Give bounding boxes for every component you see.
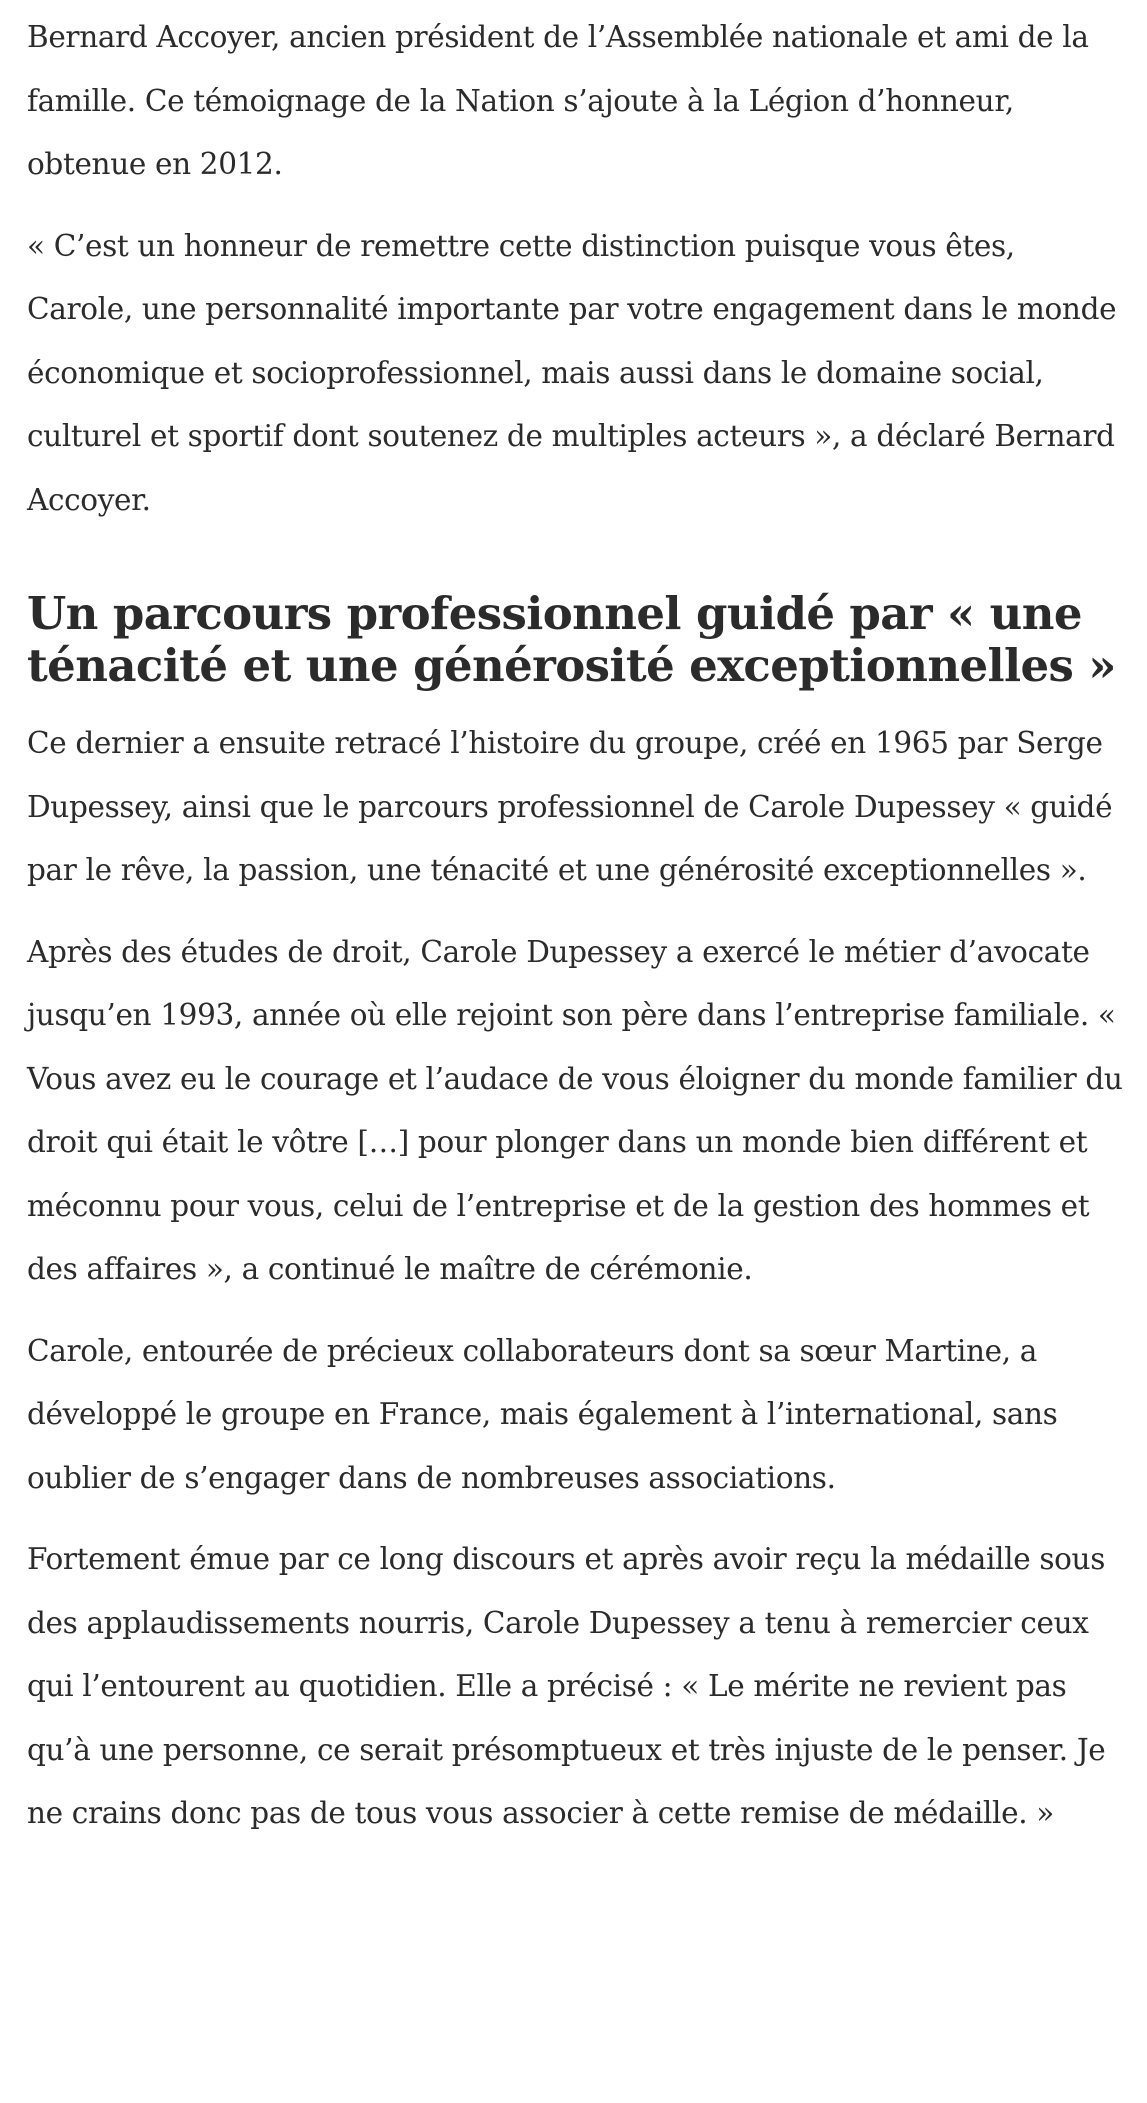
article-paragraph-development: Carole, entourée de précieux collaborateurs dont sa sœur Martine, a développé le groupe en France, mais également à l’international, sans oublier de s’engager dans de nombreuses associations. [27, 1333, 1058, 1495]
article-paragraph-intro-1: Bernard Accoyer, ancien président de l’Assemblée nationale et ami de la famille. Ce témoignage de la Nation s’ajoute à la Légion d’honneur, obtenue en 2012. [27, 20, 1089, 181]
article-paragraph-quote-accoyer: « C’est un honneur de remettre cette distinction puisque vous êtes, Carole, une personnalité importante par votre engagement dans le monde économique et socioprofessionnel, mais aussi dans le domaine social, culturel et sportif dont soutenez de multiples acteurs », a déclaré Bernard Accoyer. [27, 228, 1117, 517]
section-heading: Un parcours professionnel guidé par « une ténacité et une générosité exceptionnelles » [27, 587, 1116, 692]
article-paragraph-speech: Fortement émue par ce long discours et après avoir reçu la médaille sous des applaudissements nourris, Carole Dupessey a tenu à remercier ceux qui l’entourent au quotidien. Elle a précisé : « Le mérite ne revient pas qu’à une personne, ce serait présomptueux et très injuste de le penser. Je ne crains donc pas de tous vous associer à cette remise de médaille. » [27, 1542, 1106, 1830]
article-paragraph-history: Ce dernier a ensuite retracé l’histoire du groupe, créé en 1965 par Serge Dupessey, ainsi que le parcours professionnel de Carole Dupessey « guidé par le rêve, la passion, une ténacité et une générosité exceptionnelles ». [27, 726, 1113, 887]
article-paragraph-career: Après des études de droit, Carole Dupessey a exercé le métier d’avocate jusqu’en 1993, année où elle rejoint son père dans l’entreprise familiale. « Vous avez eu le courage et l’audace de vous éloigner du monde familier du droit qui était le vôtre […] pour plonger dans un monde bien différent et méconnu pour vous, celui de l’entreprise et de la gestion des hommes et des affaires », a continué le maître de cérémonie. [27, 934, 1123, 1286]
